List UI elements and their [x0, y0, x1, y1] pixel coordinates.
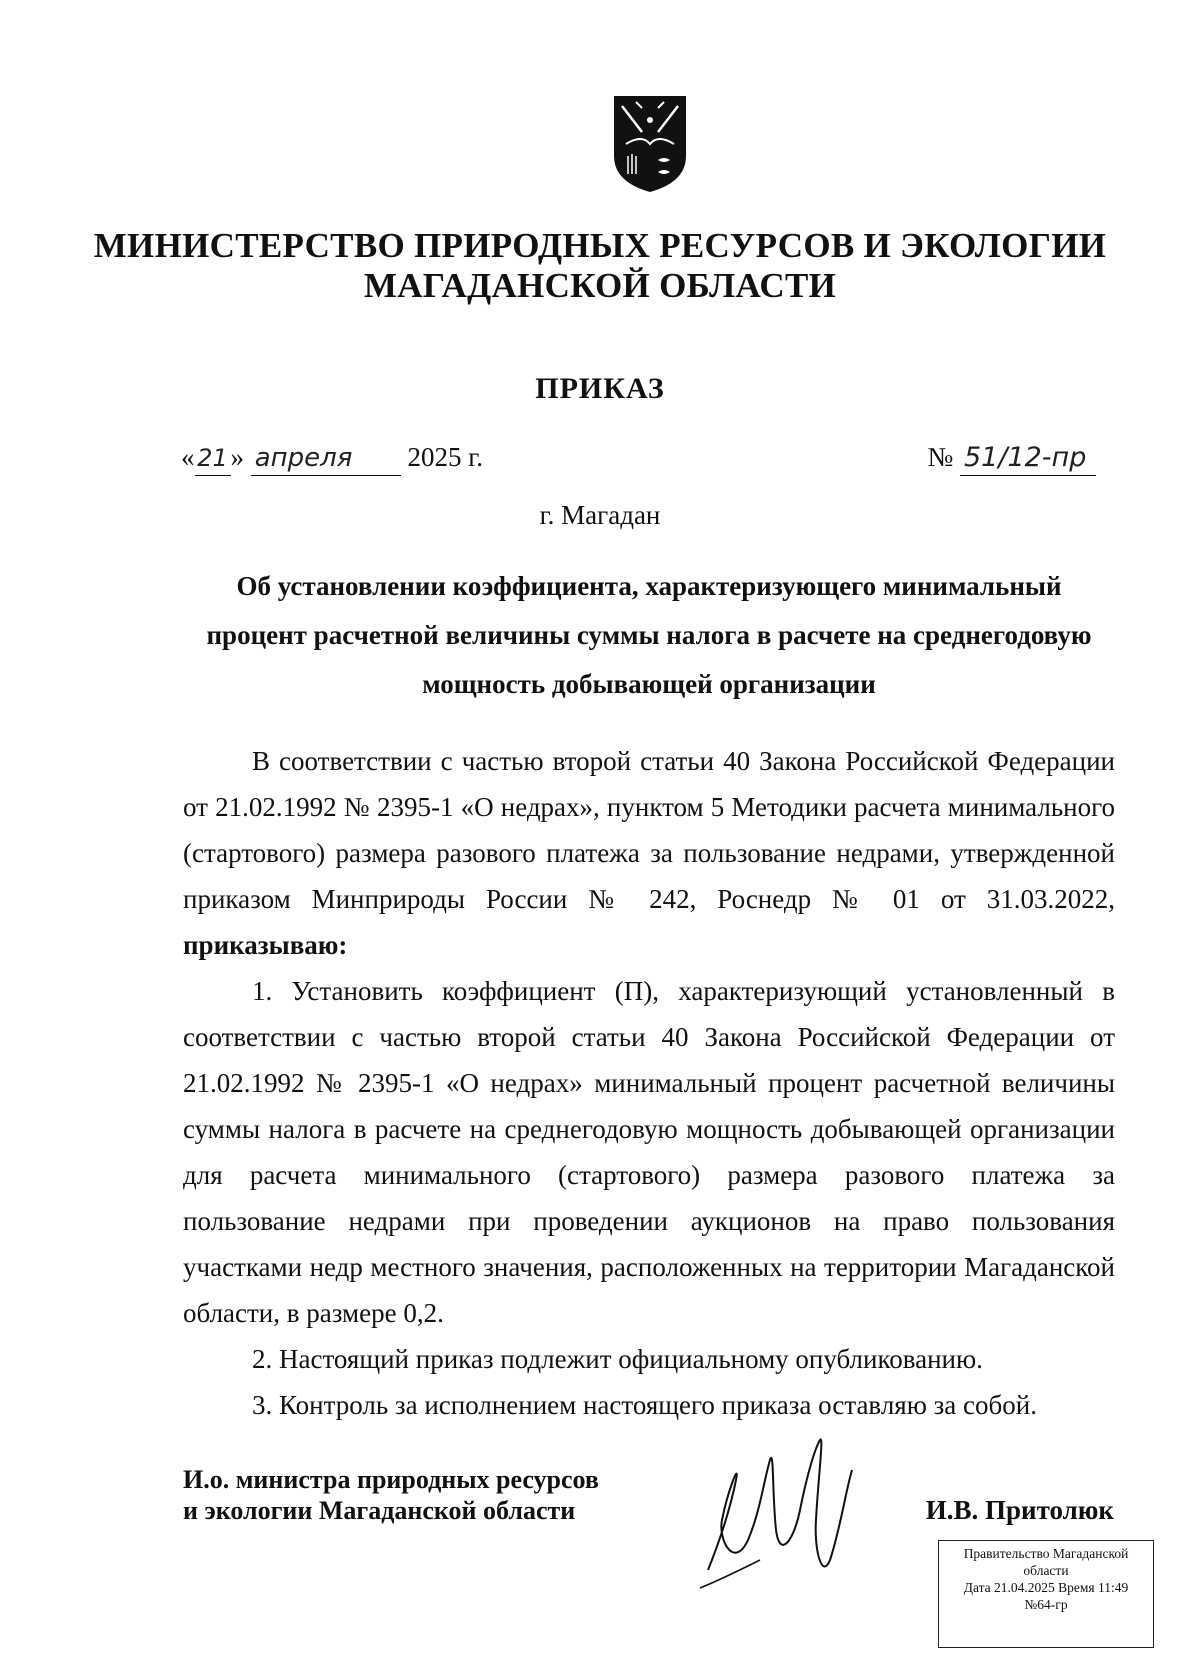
- stamp-line4: №64-гр: [1024, 1597, 1068, 1612]
- item-3: 3. Контроль за исполнением настоящего приказа оставляю за собой.: [252, 1390, 1037, 1420]
- ministry-name-line1: МИНИСТЕРСТВО ПРИРОДНЫХ РЕСУРСОВ И ЭКОЛОГИИ: [93, 226, 1107, 265]
- item-2: 2. Настоящий приказ подлежит официальному опубликованию.: [252, 1344, 983, 1374]
- signatory-title: [183, 1464, 599, 1526]
- order-body: [183, 738, 1115, 1428]
- date-year: 2025 г.: [407, 442, 484, 472]
- date-open-quote: «: [181, 442, 195, 472]
- number-value: 51/12-пр: [960, 441, 1096, 476]
- stamp-line3: Дата 21.04.2025 Время 11:49: [963, 1580, 1129, 1595]
- preamble-paragraph: [183, 738, 1115, 968]
- date-close-quote: »: [230, 442, 244, 472]
- document-type: ПРИКАЗ: [535, 372, 665, 405]
- item-1: 1. Установить коэффициент (П), характеризующий установленный в соответствии с частью второй статьи 40 Закона Российской Федерации от 21.02.1992 № 2395-1 «О недрах» минимальный процент расчетной величины суммы налога в расчете на среднегодовую мощность добывающей организации для расчета минимального (стартового) размера разового платежа за пользование недрами при проведении аукционов на право пользования участками недр местного значения, расположенных на территории Магаданской области, в размере 0,2.: [183, 976, 1115, 1328]
- number-prefix: №: [927, 442, 954, 472]
- preamble-emphasis: приказываю:: [183, 930, 348, 960]
- order-subject: Об установлении коэффициента, характеризующего минимальный процент расчетной величины суммы налога в расчете на среднегодовую мощность добывающей организации: [206, 571, 1092, 699]
- signatory-title-line1: И.о. министра природных ресурсов: [183, 1465, 599, 1494]
- date-day: 21: [195, 441, 231, 476]
- stamp-line2: области: [1023, 1563, 1069, 1578]
- signatory-name: И.В. Притолюк: [925, 1495, 1114, 1525]
- order-number: [927, 440, 1096, 476]
- order-date: [181, 440, 483, 476]
- coat-of-arms-icon: [612, 94, 688, 194]
- preamble-text: В соответствии с частью второй статьи 40 Закона Российской Федерации от 21.02.1992 № 2395-1 «О недрах», пунктом 5 Методики расчета минимального (стартового) размера разового платежа за пользование недрами, утвержденной приказом Минприроды России № 242, Роснедр № 01 от 31.03.2022,: [183, 746, 1115, 914]
- ministry-name: [0, 226, 1200, 306]
- city: г. Магадан: [539, 500, 661, 530]
- stamp-line1: Правительство Магаданской: [963, 1546, 1129, 1561]
- handwritten-signature: [690, 1420, 890, 1600]
- ministry-name-line2: МАГАДАНСКОЙ ОБЛАСТИ: [363, 266, 837, 305]
- registration-stamp: [938, 1540, 1154, 1648]
- signatory-title-line2: и экологии Магаданской области: [183, 1496, 576, 1525]
- date-month: апреля: [251, 441, 401, 476]
